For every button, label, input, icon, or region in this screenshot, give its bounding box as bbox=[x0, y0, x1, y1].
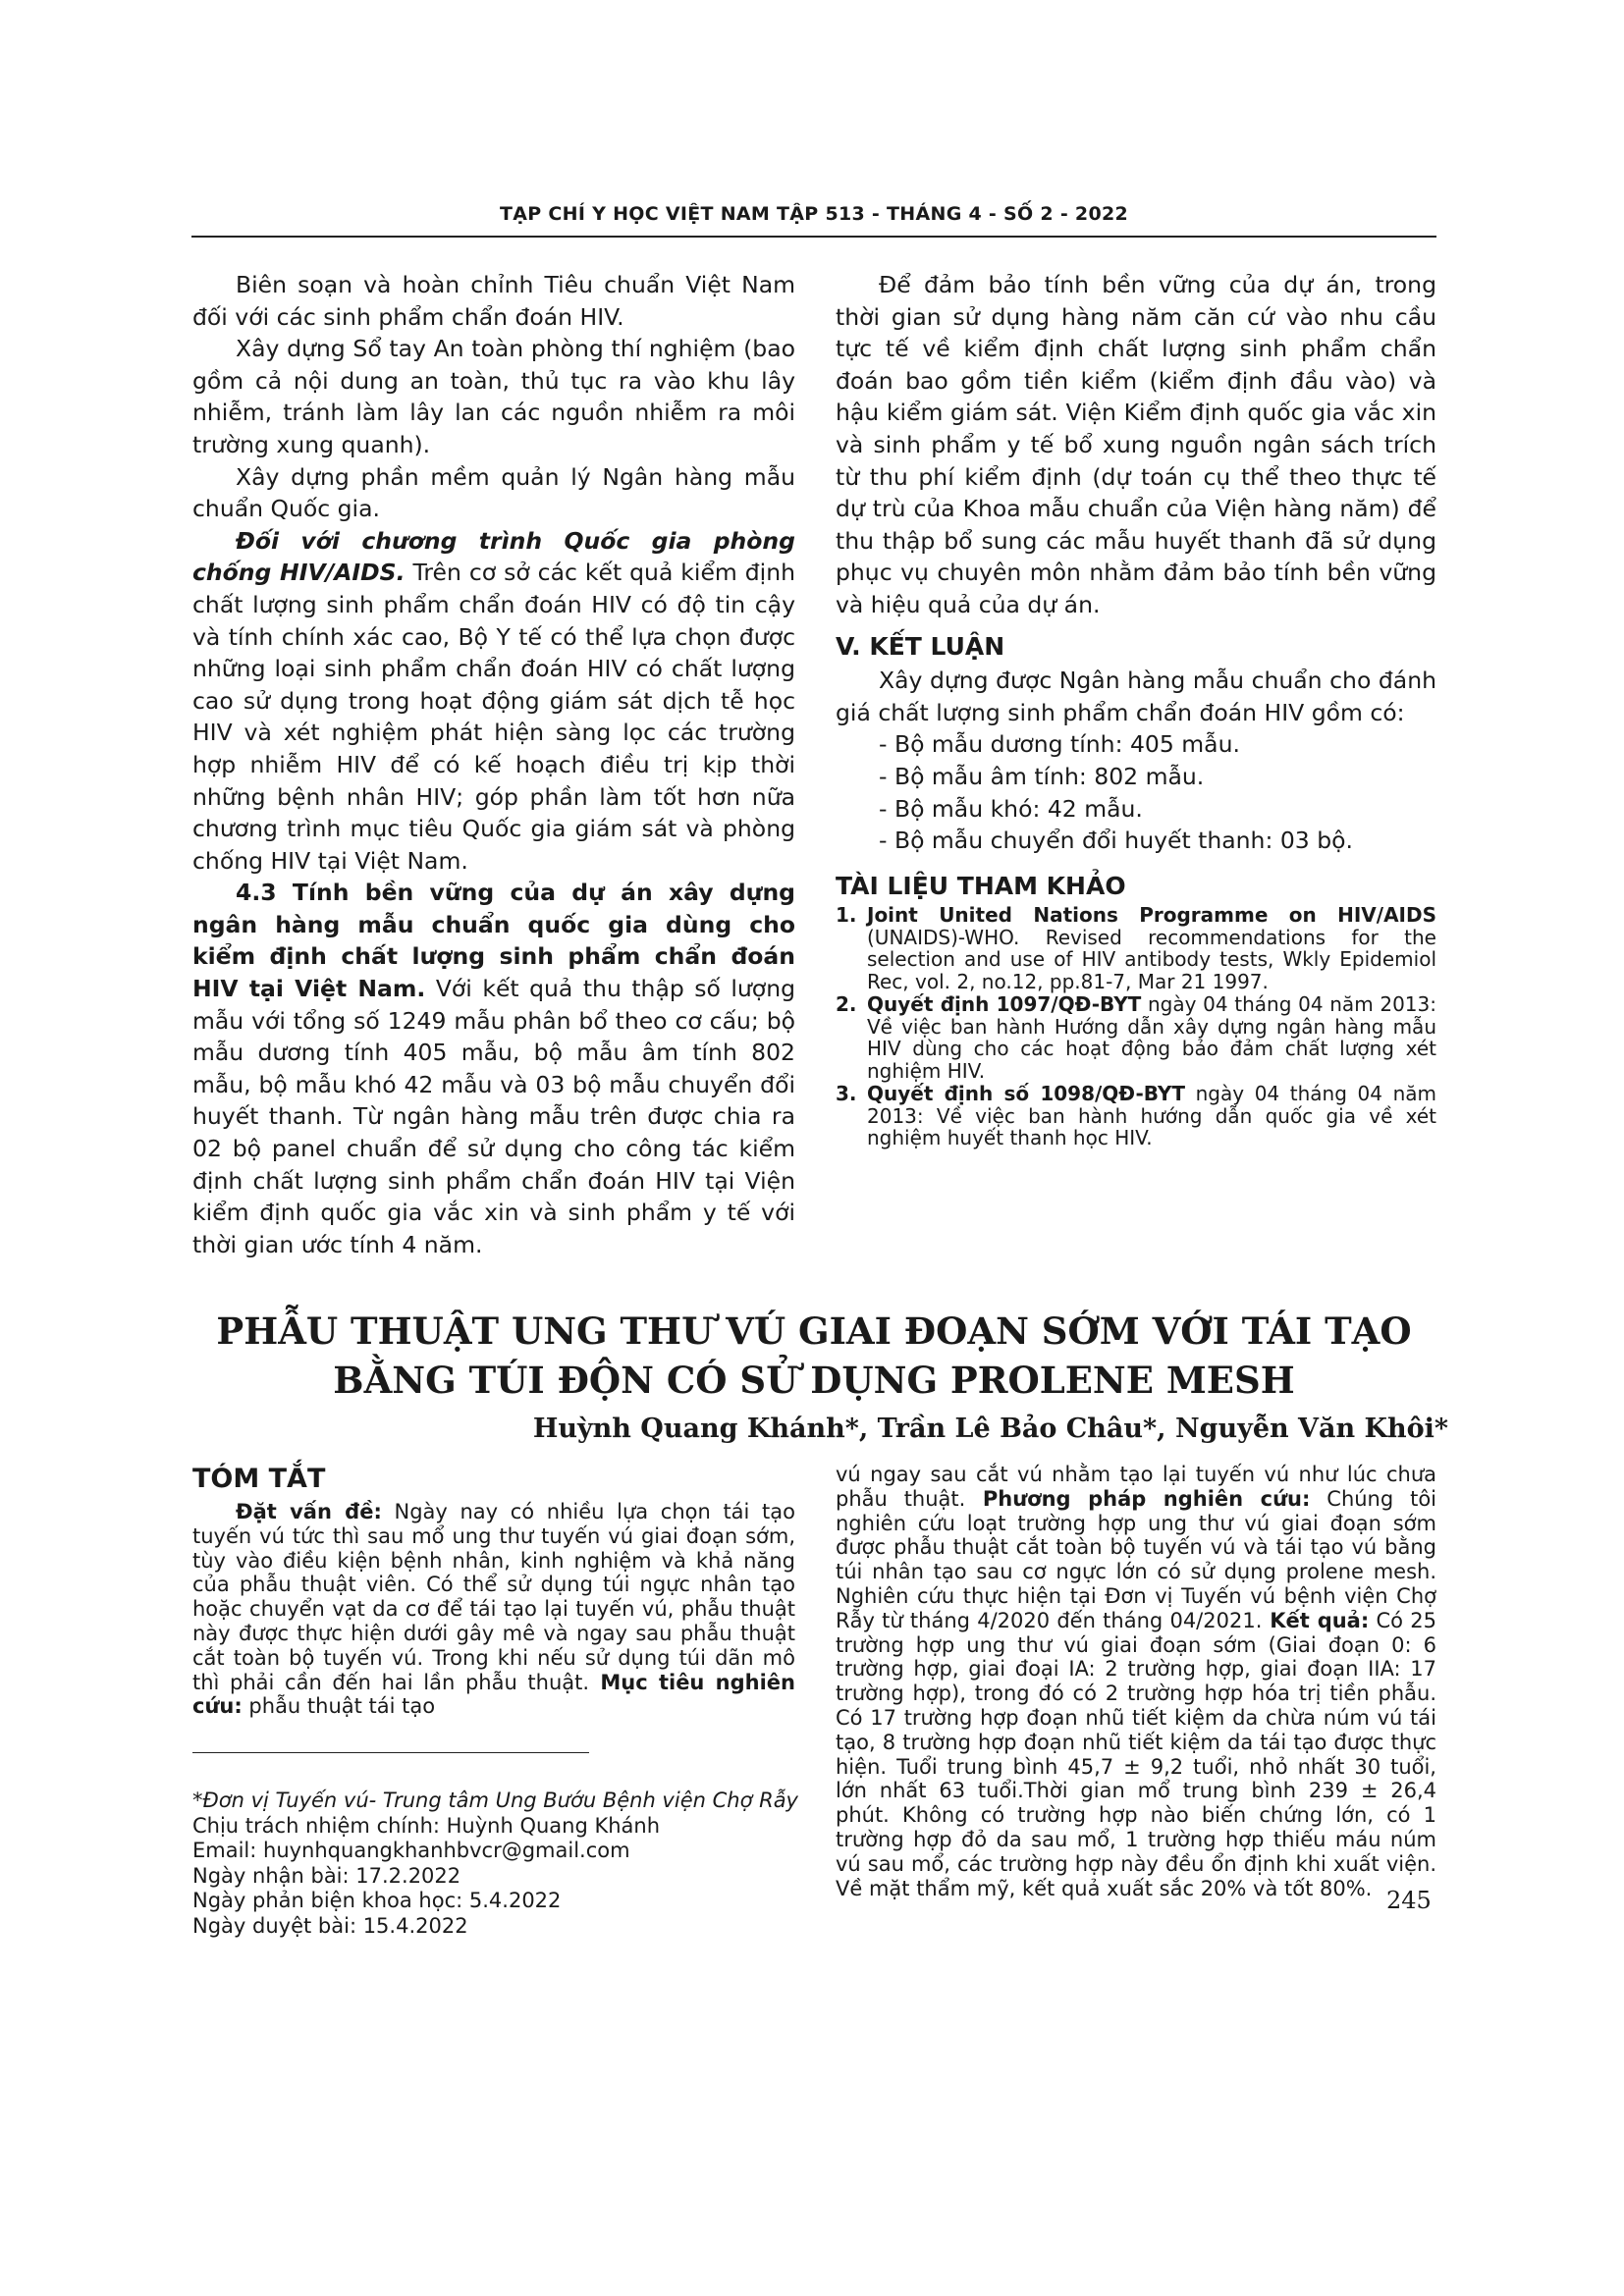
reference-number: 3. bbox=[836, 1082, 857, 1106]
reference-text bbox=[867, 1083, 1436, 1149]
footnotes bbox=[192, 1789, 801, 1939]
right-column-top bbox=[836, 269, 1436, 1150]
reference-number: 1. bbox=[836, 903, 857, 928]
running-header: TẠP CHÍ Y HỌC VIỆT NAM TẬP 513 - THÁNG 4 - SỐ 2 - 2022 bbox=[499, 203, 1129, 225]
paragraph-body: Trên cơ sở các kết quả kiểm định chất lượng sinh phẩm chẩn đoán HIV có độ tin cậy và tính chính xác cao, Bộ Y tế có thể lựa chọn được những loại sinh phẩm chẩn đoán HIV có chất lượng cao sử dụng trong hoạt động giám sát dịch tễ học HIV và xét nghiệm phát hiện sàng lọc các trường hợp nhiễm HIV để có kế hoạch điều trị kịp thời những bệnh nhân HIV; góp phần làm tốt hơn nữa chương trình mục tiêu Quốc gia giám sát và phòng chống HIV tại Việt Nam. bbox=[192, 559, 795, 875]
references-heading: TÀI LIỆU THAM KHẢO bbox=[836, 871, 1126, 900]
abstract-body: phẫu thuật tái tạo bbox=[242, 1694, 436, 1719]
summary-heading: TÓM TẮT bbox=[192, 1464, 326, 1494]
paragraph-lead: Đối với chương trình Quốc gia phòng chống HIV/AIDS. bbox=[192, 526, 795, 587]
reference-text bbox=[867, 904, 1436, 992]
paragraph: Để đảm bảo tính bền vững của dự án, trong thời gian sử dụng hàng năm căn cứ vào nhu cầu tực tế về kiểm định chất lượng sinh phẩm chẩn đoán bao gồm tiền kiểm (kiểm định đầu vào) và hậu kiểm giám sát. Viện Kiểm định quốc gia vắc xin và sinh phẩm y tế bổ xung nguồn ngân sách trích từ thu phí kiểm định (dự toán cụ thể theo thực tế dự trù của Khoa mẫu chuẩn của Viện hàng năm) để thu thập bổ sung các mẫu huyết thanh đã sử dụng phục vụ chuyên môn nhằm đảm bảo tính bền vững và hiệu quả của dự án. bbox=[836, 271, 1436, 618]
list-item: - Bộ mẫu dương tính: 405 mẫu. bbox=[879, 730, 1240, 759]
reference-number: 2. bbox=[836, 992, 857, 1017]
footnote-affiliation: *Đơn vị Tuyến vú- Trung tâm Ung Bướu Bệnh viện Chợ Rẫy bbox=[192, 1789, 798, 1812]
conclusion-heading: V. KẾT LUẬN bbox=[836, 631, 1005, 661]
paragraph: Xây dựng Sổ tay An toàn phòng thí nghiệm (bao gồm cả nội dung an toàn, thủ tục ra vào khu lây nhiễm, tránh làm lây lan các nguồn nhiễm ra môi trường xung quanh). bbox=[192, 335, 795, 458]
abstract-paragraph bbox=[192, 1500, 795, 1719]
footnote-received: Ngày nhận bài: 17.2.2022 bbox=[192, 1863, 461, 1888]
reference-item bbox=[836, 904, 1436, 992]
paragraph: Biên soạn và hoàn chỉnh Tiêu chuẩn Việt Nam đối với các sinh phẩm chẩn đoán HIV. bbox=[192, 271, 795, 331]
abstract-body: vú ngay sau cắt vú nhằm tạo lại tuyến vú như lúc chưa phẫu thuật. bbox=[836, 1463, 1436, 1511]
abstract-body: Chúng tôi nghiên cứu loạt trường hợp ung thư vú giai đoạn sớm được phẫu thuật cắt toàn bộ tuyến vú và tái tạo vú bằng túi nhân tạo sau cơ ngực lớn có sử dụng prolene mesh. Nghiên cứu thực hiện tại Đơn vị Tuyến vú bệnh viện Chợ Rẫy từ tháng 4/2020 đến tháng 04/2021. bbox=[836, 1486, 1436, 1632]
paragraph bbox=[192, 877, 795, 1260]
abstract-lead: Kết quả: bbox=[1262, 1608, 1370, 1632]
list-item: - Bộ mẫu âm tính: 802 mẫu. bbox=[879, 762, 1205, 790]
paragraph: Xây dựng phần mềm quản lý Ngân hàng mẫu chuẩn Quốc gia. bbox=[192, 462, 795, 523]
reference-item bbox=[836, 993, 1436, 1082]
reference-detail: ngày 04 tháng 04 năm 2013: Về việc ban hành hướng dẫn quốc gia về xét nghiệm huyết thanh học HIV. bbox=[867, 1082, 1436, 1150]
paragraph-body: Với kết quả thu thập số lượng mẫu với tổng số 1249 mẫu phân bổ theo cơ cấu; bộ mẫu dương tính 405 mẫu, bộ mẫu âm tính 802 mẫu, bộ mẫu khó 42 mẫu và 03 bộ mẫu chuyển đổi huyết thanh. Từ ngân hàng mẫu trên được chia ra 02 bộ panel chuẩn để sử dụng cho công tác kiểm định chất lượng sinh phẩm chẩn đoán HIV tại Viện kiểm định quốc gia vắc xin và sinh phẩm y tế với thời gian ước tính 4 năm. bbox=[192, 975, 795, 1258]
footnote-reviewed: Ngày phản biện khoa học: 5.4.2022 bbox=[192, 1889, 562, 1912]
article-authors: Huỳnh Quang Khánh*, Trần Lê Bảo Châu*, Nguyễn Văn Khôi* bbox=[532, 1414, 1448, 1444]
paragraph: Xây dựng được Ngân hàng mẫu chuẩn cho đánh giá chất lượng sinh phẩm chẩn đoán HIV gồm có: bbox=[836, 667, 1436, 726]
reference-detail: ngày 04 tháng 04 năm 2013: Về việc ban hành Hướng dẫn xây dựng ngân hàng mẫu HIV dùng cho các hoạt động bảo đảm chất lượng xét nghiệm HIV. bbox=[867, 992, 1436, 1083]
reference-source: Quyết định 1097/QĐ-BYT bbox=[867, 992, 1142, 1017]
footnote-responsible: Chịu trách nhiệm chính: Huỳnh Quang Khánh bbox=[192, 1813, 661, 1838]
header-rule bbox=[191, 236, 1436, 238]
footnote-email: Email: huynhquangkhanhbvcr@gmail.com bbox=[192, 1839, 630, 1862]
reference-source: Quyết định số 1098/QĐ-BYT bbox=[867, 1082, 1186, 1106]
abstract-body: Có 25 trường hợp ung thư vú giai đoạn sớm (Giai đoạn 0: 6 trường hợp, giai đoại IA: 2 trường hợp, giai đoạn IIA: 17 trường hợp), trong đó có 2 trường hợp hóa trị tiền phẫu. Có 17 trường hợp đoạn nhũ tiết kiệm da chừa núm vú tái tạo, 8 trường hợp đoạn nhũ tiết kiệm da tái tạo được thực hiện. Tuổi trung bình 45,7 ± 9,2 tuổi, nhỏ nhất 30 tuổi, lớn nhất 63 tuổi.Thời gian mổ trung bình 239 ± 26,4 phút. Không có trường hợp nào biến chứng lớn, có 1 trường hợp đỏ da sau mổ, 1 trường hợp thiếu máu núm vú sau mổ, các trường hợp này đều ổn định khi xuất viện. Về mặt thẩm mỹ, kết quả xuất sắc 20% và tốt 80%. bbox=[836, 1608, 1436, 1900]
page-number: 245 bbox=[1386, 1887, 1432, 1914]
abstract-left bbox=[192, 1500, 795, 1719]
reference-list bbox=[836, 904, 1436, 1149]
abstract-right bbox=[836, 1463, 1436, 1900]
reference-text bbox=[867, 993, 1436, 1082]
abstract-lead: Phương pháp nghiên cứu: bbox=[965, 1486, 1311, 1511]
article-title-line-1: PHẪU THUẬT UNG THƯ VÚ GIAI ĐOẠN SỚM VỚI TÁI TẠO bbox=[216, 1309, 1412, 1353]
footnote-rule bbox=[192, 1752, 589, 1753]
reference-detail: (UNAIDS)-WHO. Revised recommendations for the selection and use of HIV antibody tests, Wkly Epidemiol Rec, vol. 2, no.12, pp.81-7, Mar 21 1997. bbox=[867, 925, 1436, 993]
list-item: - Bộ mẫu chuyển đổi huyết thanh: 03 bộ. bbox=[879, 827, 1353, 855]
abstract-lead: Mục tiêu nghiên cứu: bbox=[192, 1670, 795, 1719]
reference-source: Joint United Nations Programme on HIV/AIDS bbox=[867, 903, 1436, 928]
reference-item bbox=[836, 1083, 1436, 1149]
footnote-approved: Ngày duyệt bài: 15.4.2022 bbox=[192, 1913, 468, 1938]
left-column-top bbox=[192, 269, 795, 1260]
abstract-body: Ngày nay có nhiều lựa chọn tái tạo tuyến vú tức thì sau mổ ung thư tuyến vú giai đoạn sớm, tùy vào điều kiện bệnh nhân, kinh nghiệm và khả năng của phẫu thuật viên. Có thể sử dụng túi ngực nhân tạo hoặc chuyển vạt da cơ để tái tạo lại tuyến vú, phẫu thuật này được thực hiện dưới gây mê và ngay sau phẫu thuật cắt toàn bộ tuyến vú. Trong khi nếu sử dụng túi dãn mô thì phải cần đến hai lần phẫu thuật. bbox=[192, 1500, 795, 1694]
article-title-line-2: BẰNG TÚI ĐỘN CÓ SỬ DỤNG PROLENE MESH bbox=[333, 1359, 1295, 1402]
abstract-lead: Đặt vấn đề: bbox=[236, 1500, 382, 1523]
list-item: - Bộ mẫu khó: 42 mẫu. bbox=[879, 794, 1143, 823]
paragraph bbox=[192, 525, 795, 878]
abstract-paragraph bbox=[836, 1463, 1436, 1900]
section-subheading: 4.3 Tính bền vững của dự án xây dựng ngân hàng mẫu chuẩn quốc gia dùng cho kiểm định chất lượng sinh phẩm chẩn đoán HIV tại Việt Nam. bbox=[192, 879, 795, 1003]
